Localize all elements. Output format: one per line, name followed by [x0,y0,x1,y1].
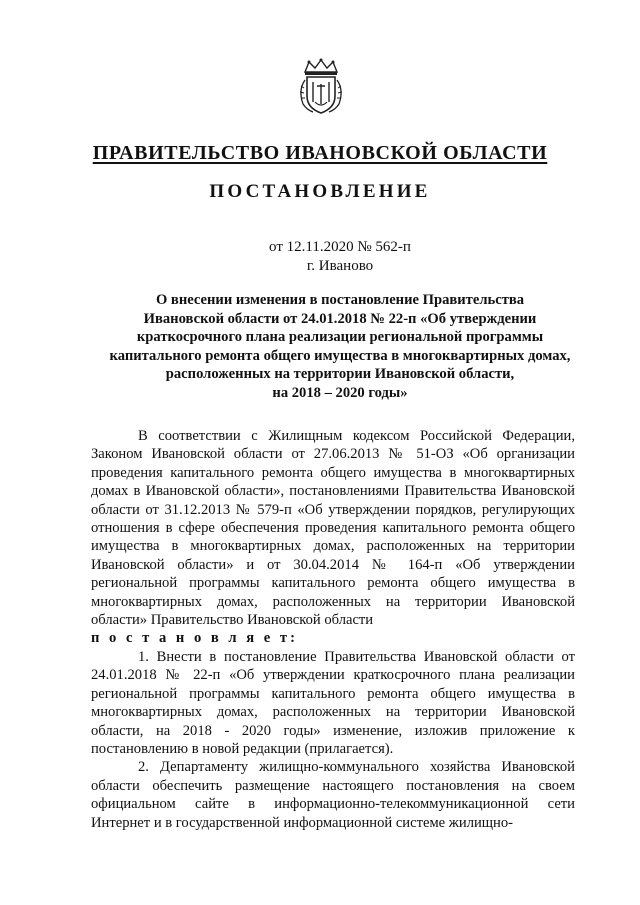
title-line: краткосрочного плана реализации региональной программы [136,329,544,346]
item-1-paragraph: 1. Внести в постановление Правительства Ивановской области от 24.01.2018 № 22-п «Об утверждении краткосрочного плана реализации региональной программы капитального ремонта общего имущества в многоквартирных домах, расположенных на территории Ивановской области, на 2018 - 2020 годы» изменение, изложив приложение к постановлению в новой редакции (прилагается). [91,648,575,757]
document-date-number: от 12.11.2020 № 562-п [269,239,411,255]
document-type: ПОСТАНОВЛЕНИЕ [209,181,431,202]
title-line: расположенных на территории Ивановской области, [165,366,515,383]
coat-of-arms-emblem [295,58,347,116]
title-line: капитального ремонта общего имущества в многоквартирных домах, [109,347,571,364]
item-2-paragraph: 2. Департаменту жилищно-коммунального хозяйства Ивановской области обеспечить размещение настоящего постановления на своем официальном сайте в информационно-телекоммуникационной сети Интернет и в государственной информационной системе жилищно- [91,759,575,831]
intro-paragraph: В соответствии с Жилищным кодексом Российской Федерации, Законом Ивановской области от 27.06.2013 № 51-ОЗ «Об организации проведения капитального ремонта общего имущества в многоквартирных домах в Ивановской области», постановлениями Правительства Ивановской области от 31.12.2013 № 579-п «Об утверждении порядков, регулирующих отношения в сфере обеспечения проведения капитального ремонта общего имущества в многоквартирных домах, расположенных на территории Ивановской области» и от 30.04.2014 № 164-п «Об утверждении региональной программы капитального ремонта общего имущества в многоквартирных домах, расположенных на территории Ивановской области» Правительство Ивановской области [91,428,575,629]
organization-name: ПРАВИТЕЛЬСТВО ИВАНОВСКОЙ ОБЛАСТИ [92,142,548,164]
decree-word: п о с т а н о в л я е т: [91,630,298,647]
title-line: О внесении изменения в постановление Правительства [155,292,525,308]
title-line: на 2018 – 2020 годы» [272,384,408,401]
document-city: г. Иваново [306,258,374,274]
title-line: Ивановской области от 24.01.2018 № 22-п «Об утверждении [143,310,537,327]
document-body [91,427,575,832]
document-title [100,291,580,403]
